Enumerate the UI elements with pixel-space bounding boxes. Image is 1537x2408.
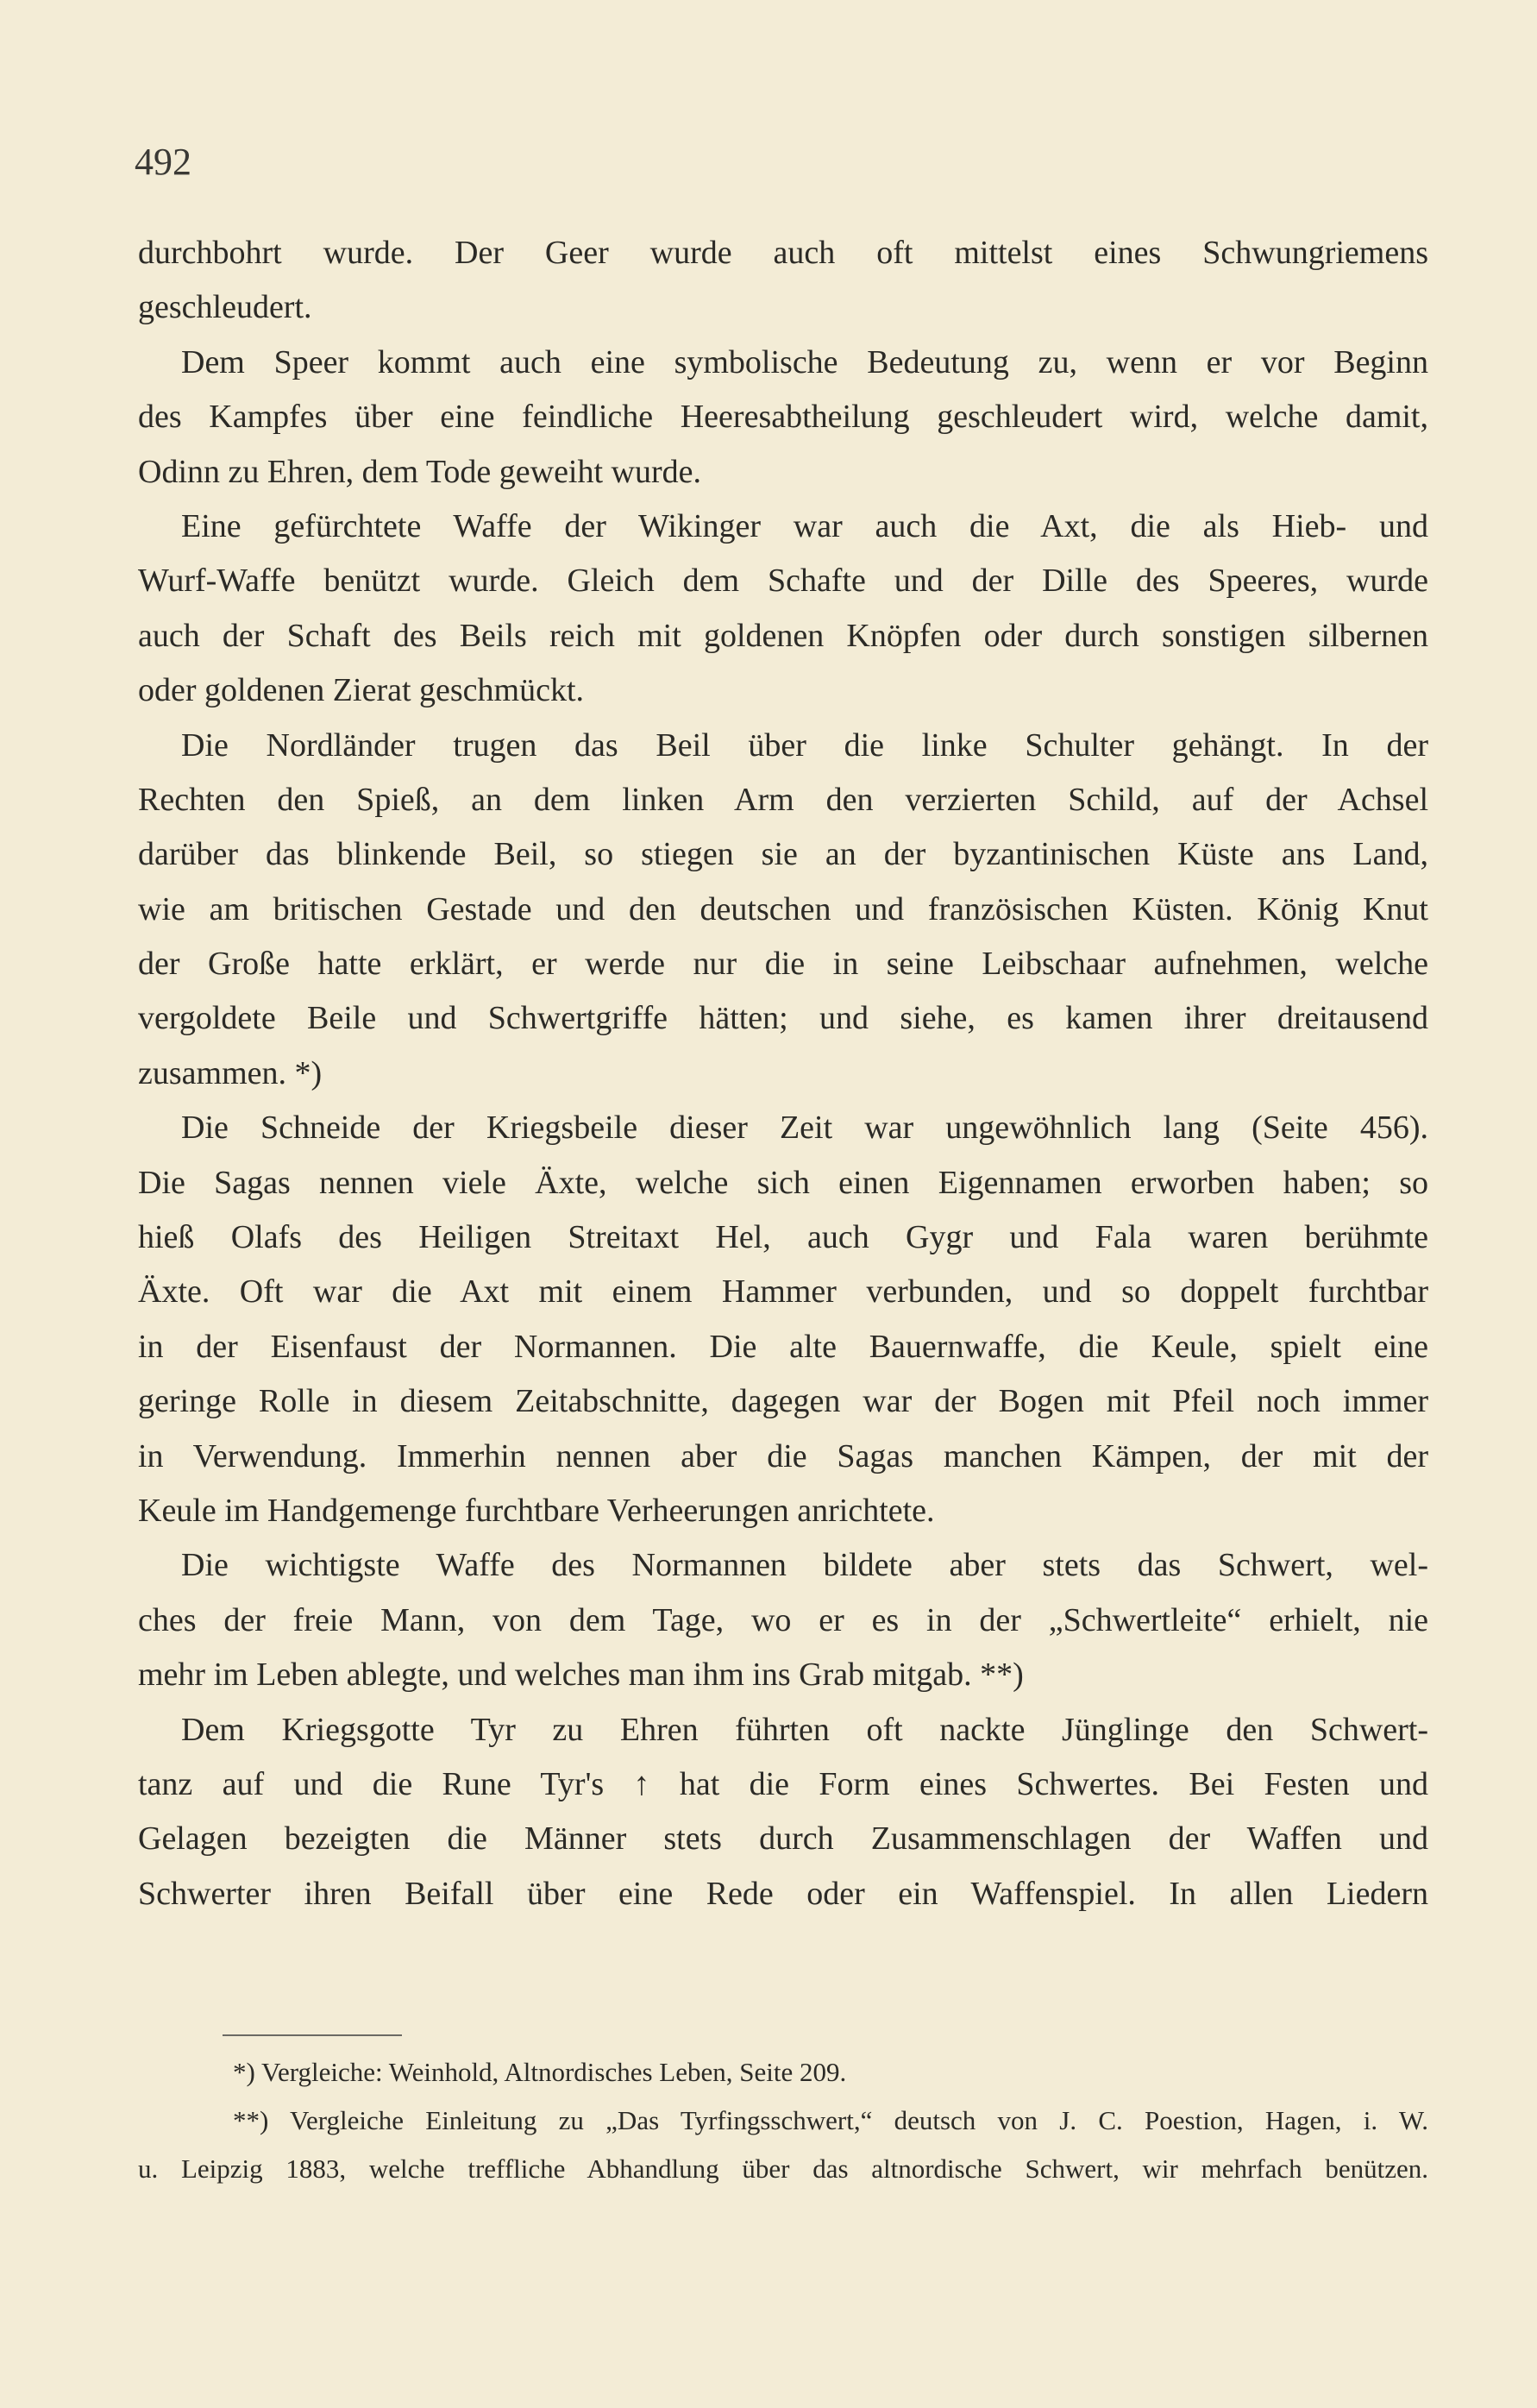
text-line: Die Schneide der Kriegsbeile dieser Zeit war ungewöhnlich lang (Seite 456). [181,1110,1428,1147]
text-line: Rechten den Spieß, an dem linken Arm den verzierten Schild, auf der Achsel [138,781,1428,818]
text-line: auch der Schaft des Beils reich mit goldenen Knöpfen oder durch sonstigen silbernen [138,617,1428,654]
footnote-line: u. Leipzig 1883, welche treffliche Abhandlung über das altnordische Schwert, wir mehrfach benützen. [138,2153,1428,2184]
page-number: 492 [135,141,191,183]
text-line: mehr im Leben ablegte, und welches man ihm ins Grab mitgab. **) [138,1657,1024,1694]
text-line: Gelagen bezeigten die Männer stets durch Zusammenschlagen der Waffen und [138,1820,1428,1858]
footnotes [138,2048,1428,2193]
text-line: Dem Speer kommt auch eine symbolische Bedeutung zu, wenn er vor Beginn [181,343,1428,380]
text-line: des Kampfes über eine feindliche Heeresabtheilung geschleudert wird, welche damit, [138,399,1428,436]
text-line: Wurf-Waffe benützt wurde. Gleich dem Schafte und der Dille des Speeres, wurde [138,563,1428,600]
footnote-line: *) Vergleiche: Weinhold, Altnordisches Leben, Seite 209. [233,2057,847,2087]
text-line: Eine gefürchtete Waffe der Wikinger war auch die Axt, die als Hieb- und [181,507,1428,544]
text-line: Äxte. Oft war die Axt mit einem Hammer verbunden, und so doppelt furchtbar [138,1273,1428,1311]
text-line: in der Eisenfaust der Normannen. Die alte Bauernwaffe, die Keule, spielt eine [138,1328,1428,1365]
text-line: Dem Kriegsgotte Tyr zu Ehren führten oft nackte Jünglinge den Schwert- [181,1711,1428,1748]
text-line: vergoldete Beile und Schwertgriffe hätten; und siehe, es kamen ihrer dreitausend [138,1000,1428,1037]
text-line: ches der freie Mann, von dem Tage, wo er es in der „Schwertleite“ erhielt, nie [138,1601,1428,1638]
text-line: wie am britischen Gestade und den deutschen und französischen Küsten. König Knut [138,890,1428,927]
text-line: Die Sagas nennen viele Äxte, welche sich einen Eigennamen erworben haben; so [138,1164,1428,1201]
text-line: Odinn zu Ehren, dem Tode geweiht wurde. [138,453,702,490]
text-line: in Verwendung. Immerhin nennen aber die Sagas manchen Kämpen, der mit der [138,1437,1428,1474]
text-line: darüber das blinkende Beil, so stiegen sie an der byzantinischen Küste ans Land, [138,836,1428,873]
footnote-line: **) Vergleiche Einleitung zu „Das Tyrfingsschwert,“ deutsch von J. C. Poestion, Hagen, i. W. [233,2105,1428,2135]
text-line: hieß Olafs des Heiligen Streitaxt Hel, auch Gygr und Fala waren berühmte [138,1219,1428,1256]
text-line: durchbohrt wurde. Der Geer wurde auch oft mittelst eines Schwungriemens [138,235,1428,271]
text-line: tanz auf und die Rune Tyr's ↑ hat die Form eines Schwertes. Bei Festen und [138,1765,1428,1802]
text-line: geschleudert. [138,289,312,326]
text-line: zusammen. *) [138,1054,323,1091]
text-line: geringe Rolle in diesem Zeitabschnitte, dagegen war der Bogen mit Pfeil noch immer [138,1383,1428,1420]
text-line: der Große hatte erklärt, er werde nur die in seine Leibschaar aufnehmen, welche [138,946,1428,983]
footnote-divider [223,2034,402,2036]
text-line: Schwerter ihren Beifall über eine Rede oder ein Waffenspiel. In allen Liedern [138,1875,1428,1912]
text-line: Die wichtigste Waffe des Normannen bildete aber stets das Schwert, wel- [181,1547,1428,1584]
text-line: Keule im Handgemenge furchtbare Verheerungen anrichtete. [138,1492,935,1529]
text-line: Die Nordländer trugen das Beil über die linke Schulter gehängt. In der [181,726,1428,764]
body-text [138,226,1428,1921]
text-line: oder goldenen Zierat geschmückt. [138,672,585,709]
